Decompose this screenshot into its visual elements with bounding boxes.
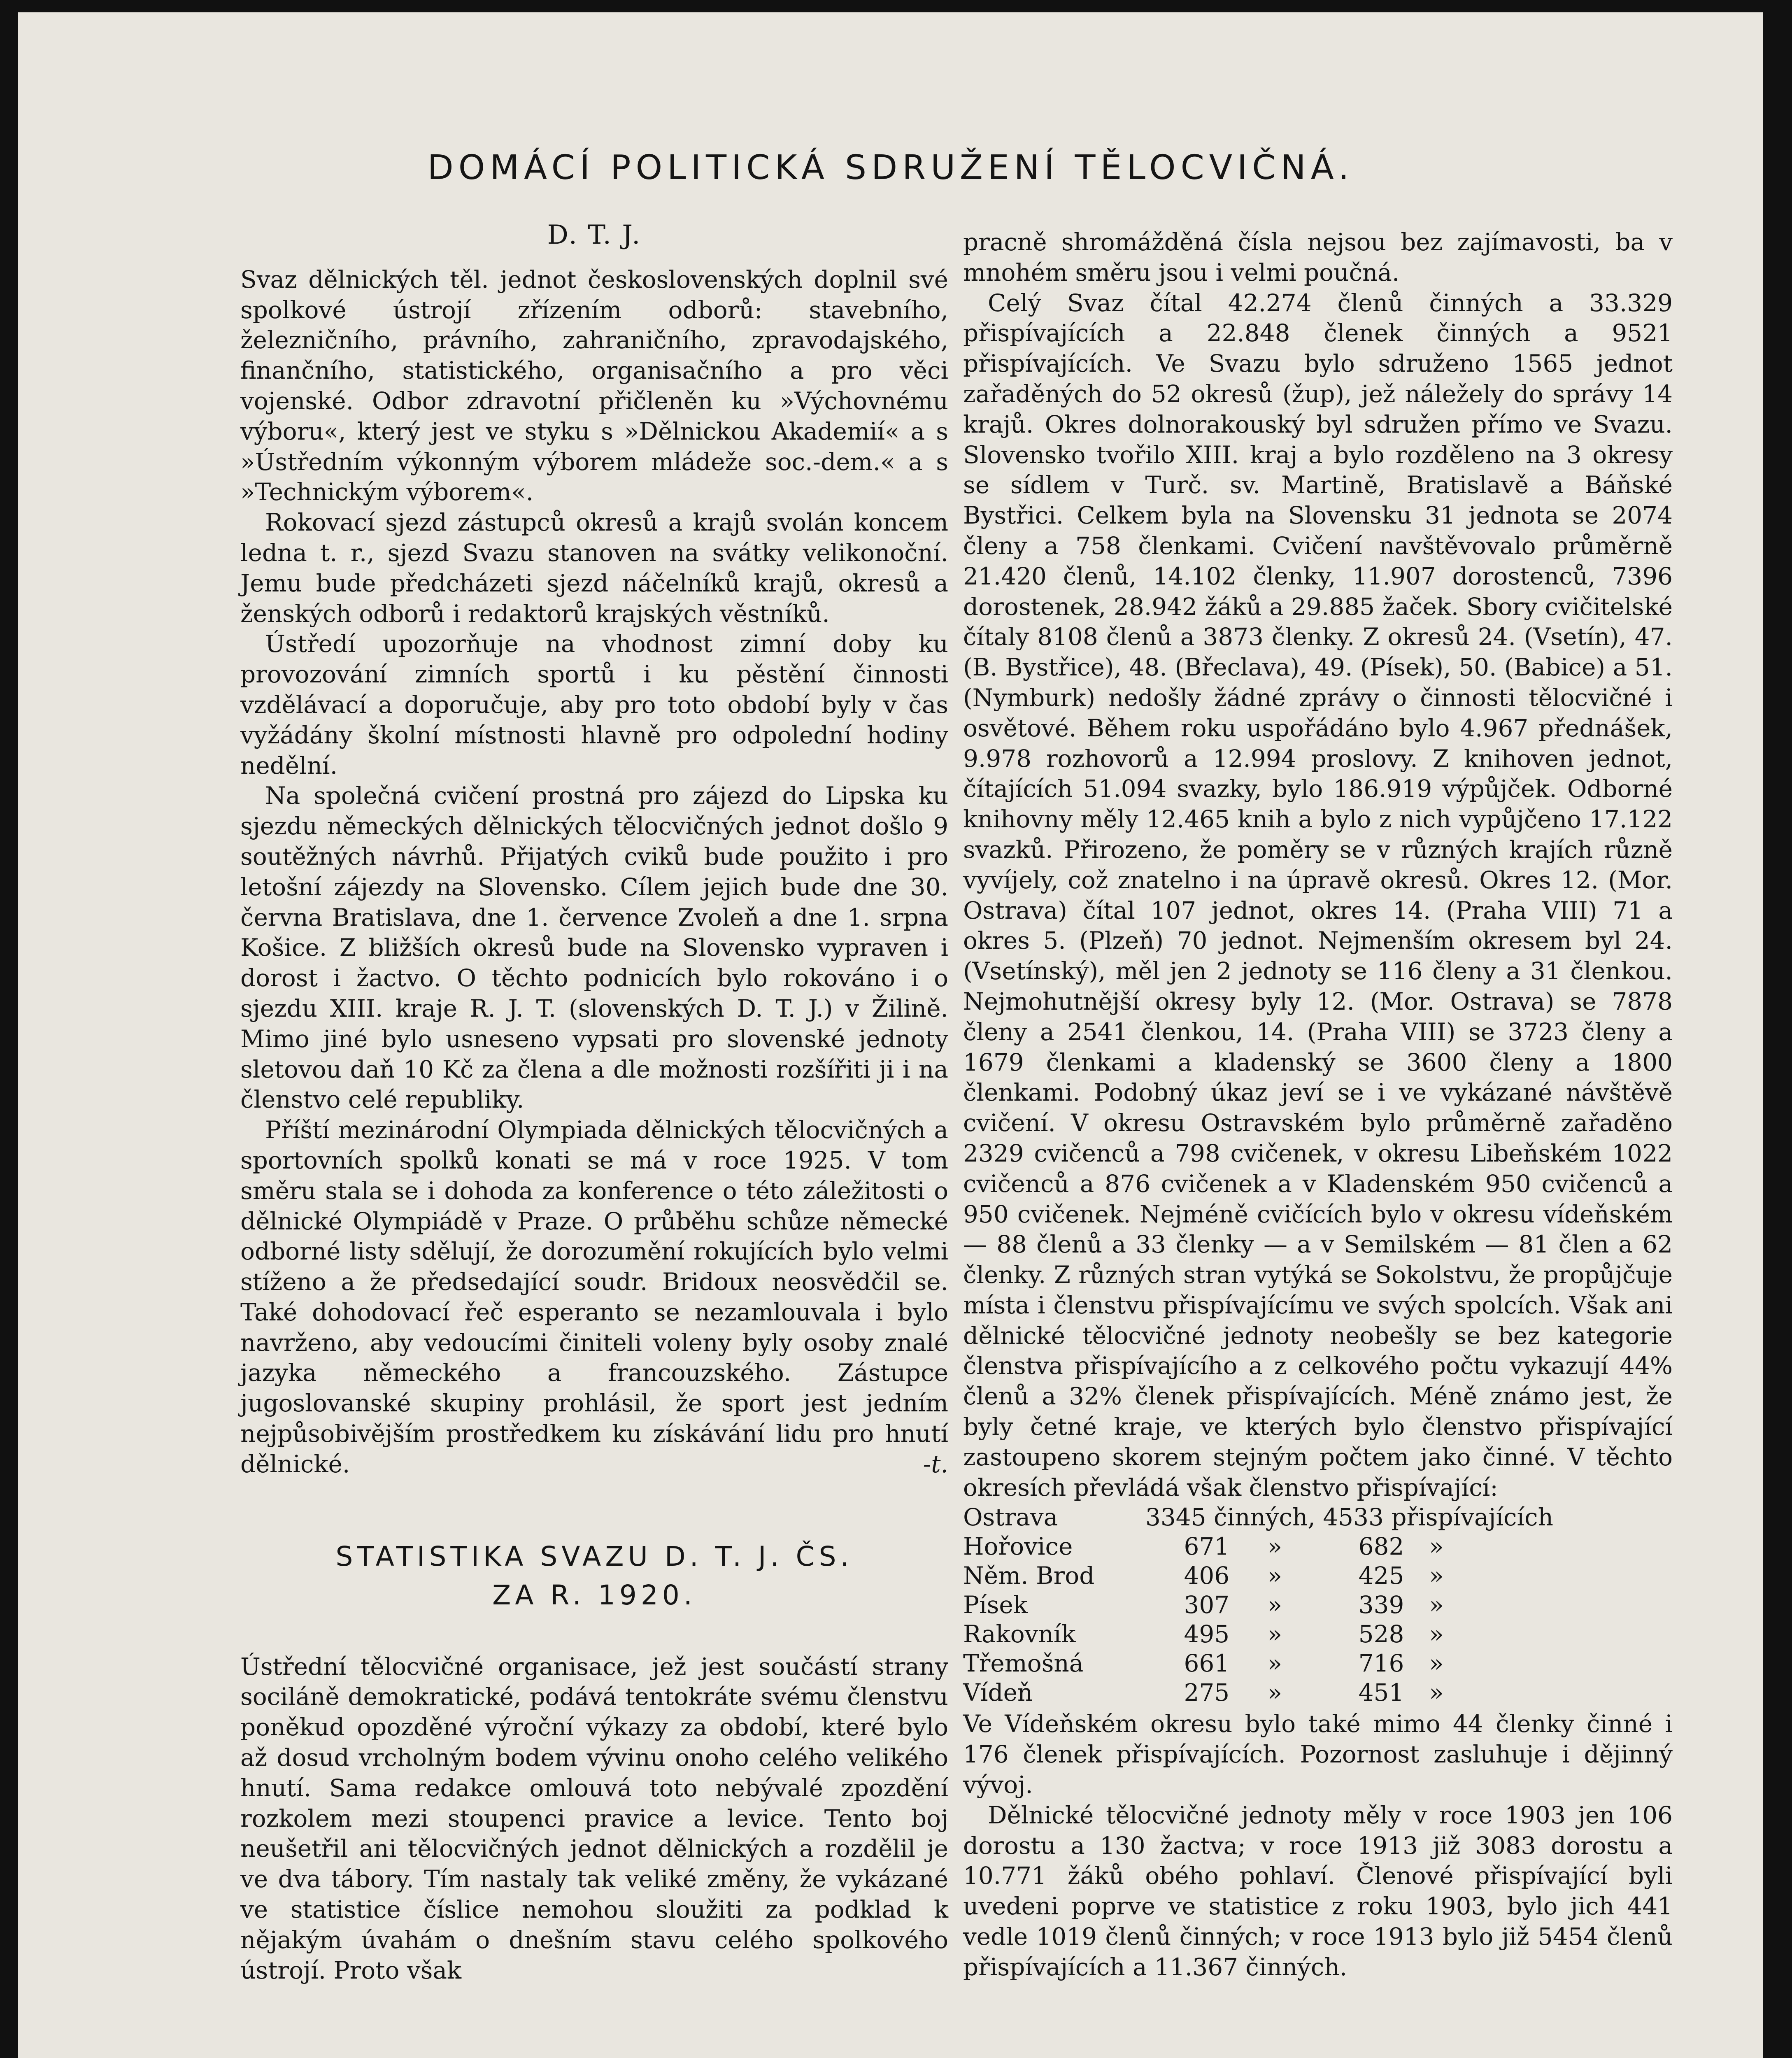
table-row bbox=[963, 1678, 1673, 1707]
contrib-count: 451 bbox=[1358, 1679, 1404, 1707]
active-count: 3345 bbox=[1145, 1503, 1206, 1532]
paragraph: Svaz dělnických těl. jednot československých doplnil své spolkové ústrojí zřízením odborů: stavebního, železničního, právního, zahraničního, zpravodajského, finančního, statistického, organisačního a pro věci vojenské. Odbor zdravotní přičleněn ku »Výchovnému výboru«, který jest ve styku s »Dělnickou Akademií« a s »Ústředním výkonným výborem mládeže soc.-dem.« a s »Technickým výborem«. bbox=[240, 265, 948, 506]
section-heading-statistics bbox=[240, 1537, 948, 1615]
table-header-values bbox=[1145, 1503, 1673, 1532]
district-members-table bbox=[963, 1503, 1673, 1707]
ditto-mark: » bbox=[1429, 1591, 1444, 1619]
left-column bbox=[240, 220, 948, 1986]
ditto-mark: » bbox=[1267, 1591, 1282, 1619]
paragraph-with-signature bbox=[240, 1115, 948, 1480]
contrib-count: 716 bbox=[1358, 1649, 1404, 1678]
ditto-mark: » bbox=[1267, 1679, 1282, 1707]
document-page bbox=[18, 12, 1763, 2058]
paragraph: Ústředí upozorňuje na vhodnost zimní doby ku provozování zimních sportů i ku pěstění činnosti vzdělávací a doporučuje, aby pro toto období byly v čas vyžádány školní místnosti hlavně pro odpolední hodiny nedělní. bbox=[240, 630, 948, 780]
district-name: Ostrava bbox=[963, 1503, 1058, 1532]
ditto-mark: » bbox=[1267, 1620, 1282, 1648]
main-title: DOMÁCÍ POLITICKÁ SDRUŽENÍ TĚLOCVIČNÁ. bbox=[427, 148, 1354, 187]
contrib-count: 339 bbox=[1358, 1591, 1404, 1619]
contrib-count: 682 bbox=[1358, 1532, 1404, 1561]
paragraph: Ústřední tělocvičné organisace, jež jest součástí strany sociláně demokratické, podává tentokráte svému členstvu poněkud opozděné výroční výkazy za období, které bylo až dosud vrcholným bodem vývinu onoho celého velikého hnutí. Sama redakce omlouvá toto nebývalé zpozdění rozkolem mezi stoupenci pravice a levice. Tento boj neušetřil ani tělocvičných jednot dělnických a rozdělil je ve dva tábory. Tím nastaly tak veliké změny, že vykázané ve statistice číslice nemohou sloužiti za podklad k nějakým úvahám o dnešním stavu celého spolkového ústrojí. Proto však bbox=[240, 1652, 948, 1984]
contrib-count: 528 bbox=[1358, 1620, 1404, 1648]
paragraph: pracně shromážděná čísla nejsou bez zajímavosti, ba v mnohém směru jsou i velmi poučná. bbox=[963, 228, 1673, 286]
paragraph: Celý Svaz čítal 42.274 členů činných a 33.329 přispívajících a 22.848 členek činných a 9521 přispívajících. Ve Svazu bylo sdruženo 1565 jednot zařaděných do 52 okresů (žup), jež náležely do správy 14 krajů. Okres dolnorakouský byl sdružen přímo ve Svazu. Slovensko tvořilo XIII. kraj a bylo rozděleno na 3 okresy se sídlem v Turč. sv. Martině, Bratislavě a Báňské Bystřici. Celkem byla na Slovensku 31 jednota se 2074 členy a 758 členkami. Cvičení navštěvovalo průměrně 21.420 členů, 14.102 členky, 11.907 dorostenců, 7396 dorostenek, 28.942 žáků a 29.885 žaček. Sbory cvičitelské čítaly 8108 členů a 3873 členky. Z okresů 24. (Vsetín), 47. (B. Bystřice), 48. (Břeclava), 49. (Písek), 50. (Babice) a 51. (Nymburk) nedošly žádné zprávy o činnosti tělocvičné i osvětové. Během roku uspořádáno bylo 4.967 přednášek, 9.978 rozhovorů a 12.994 proslovy. Z knihoven jednot, čítajících 51.094 svazky, bylo 186.919 výpůjček. Odborné knihovny měly 12.465 knih a bylo z nich vypůjčeno 17.122 svazků. Přirozeno, že poměry se v různých krajích různě vyvíjely, což znatelno i na úpravě okresů. Okres 12. (Mor. Ostrava) čítal 107 jednot, okres 14. (Praha VIII) 71 a okres 5. (Plzeň) 70 jednot. Nejmenším okresem byl 24. (Vsetínský), měl jen 2 jednoty se 116 členy a 31 členkou. Nejmohutnější okresy byly 12. (Mor. Ostrava) se 7878 členy a 2541 členkou, 14. (Praha VIII) se 3723 členy a 1679 členkami a kladenský se 3600 členy a 1800 členkami. Podobný úkaz jeví se i ve vykázané návštěvě cvičení. V okresu Ostravském bylo průměrně zařaděno 2329 cvičenců a 798 cvičenek, v okresu Libeňském 1022 cvičenců a 876 cvičenek a v Kladenském 950 cvičenců a 950 cvičenek. Nejméně cvičících bylo v okresu vídeňském — 88 členů a 33 členky — a v Semilském — 81 člen a 62 členky. Z různých stran vytýká se Sokolstvu, že propůjčuje místa i členstvu přispívajícímu ve svých spolcích. Však ani dělnické tělocvičné jednoty neobešly se bez kategorie členstva přispívajícího a z celkového počtu vykazují 44% členů a 32% členek přispívajících. Méně známo jest, že byly četné kraje, ve kterých bylo členstvo přispívající zastoupeno skorem stejným počtem jako činné. V těchto okresích převládá však členstvo přispívající: bbox=[963, 289, 1673, 1502]
active-count: 307 bbox=[1184, 1591, 1230, 1619]
ditto-mark: » bbox=[1429, 1562, 1444, 1590]
district-name: Vídeň bbox=[963, 1679, 1033, 1707]
district-name: Písek bbox=[963, 1591, 1028, 1619]
active-count: 406 bbox=[1184, 1562, 1230, 1590]
table-row bbox=[963, 1649, 1673, 1678]
table-row bbox=[963, 1620, 1673, 1649]
district-name: Třemošná bbox=[963, 1649, 1084, 1678]
table-header-row bbox=[963, 1503, 1673, 1532]
ditto-mark: » bbox=[1429, 1620, 1444, 1648]
ditto-mark: » bbox=[1429, 1532, 1444, 1561]
active-count: 661 bbox=[1184, 1649, 1230, 1678]
paragraph: Na společná cvičení prostná pro zájezd do Lipska ku sjezdu německých dělnických tělocvičných jednot došlo 9 soutěžných návrhů. Přijatých cviků bude použito i pro letošní zájezdy na Slovensko. Cílem jejich bude dne 30. června Bratislava, dne 1. července Zvoleň a dne 1. srpna Košice. Z bližších okresů bude na Slovensko vypraven i dorost i žactvo. O těchto podnicích bylo rokováno i o sjezdu XIII. kraje R. J. T. (slovenských D. T. J.) v Žilině. Mimo jiné bylo usneseno vypsati pro slovenské jednoty sletovou daň 10 Kč za člena a dle možnosti rozšířiti ji i na členstvo celé republiky. bbox=[240, 782, 948, 1114]
author-signature: -t. bbox=[923, 1450, 948, 1478]
paragraph: Rokovací sjezd zástupců okresů a krajů svolán koncem ledna t. r., sjezd Svazu stanoven na svátky velikonoční. Jemu bude předcházeti sjezd náčelníků krajů, okresů a ženských odborů i redaktorů krajských věstníků. bbox=[240, 508, 948, 628]
table-row bbox=[963, 1532, 1673, 1561]
district-name: Hořovice bbox=[963, 1532, 1073, 1561]
contrib-count: 4533 bbox=[1323, 1503, 1384, 1532]
active-count: 671 bbox=[1184, 1532, 1230, 1561]
ditto-mark: » bbox=[1267, 1562, 1282, 1590]
paragraph: Dělnické tělocvičné jednoty měly v roce 1903 jen 106 dorostu a 130 žactva; v roce 1913 již 3083 dorostu a 10.771 žáků obého pohlaví. Členové přispívající byli uvedeni poprve ve statistice z roku 1903, bylo jich 441 vedle 1019 členů činných; v roce 1913 bylo již 5454 členů přispívajících a 11.367 činných. bbox=[963, 1801, 1673, 1981]
section-heading-line: STATISTIKA SVAZU D. T. J. ČS. bbox=[335, 1540, 853, 1572]
active-label: činných, bbox=[1214, 1503, 1315, 1532]
table-row bbox=[963, 1561, 1673, 1590]
active-count: 495 bbox=[1184, 1620, 1230, 1648]
section-heading-line: ZA R. 1920. bbox=[492, 1579, 696, 1611]
district-name: Něm. Brod bbox=[963, 1562, 1095, 1590]
right-column bbox=[963, 227, 1673, 1983]
active-count: 275 bbox=[1184, 1679, 1230, 1707]
paragraph: Ve Vídeňském okresu bylo také mimo 44 členky činné i 176 členek přispívajících. Pozornost zasluhuje i dějinný vývoj. bbox=[963, 1710, 1673, 1799]
contrib-label: přispívajících bbox=[1391, 1503, 1553, 1532]
paragraph-text: Příští mezinárodní Olympiada dělnických tělocvičných a sportovních spolků konati se má v roce 1925. V tom směru stala se i dohoda za konference o této záležitosti o dělnické Olympiádě v Praze. O průběhu schůze německé odborné listy sdělují, že dorozumění rokujících bylo velmi stíženo a že předsedající soudr. Bridoux neosvědčil se. Také dohodovací řeč esperanto se nezamlouvala i bylo navrženo, aby vedoucími činiteli voleny byly osoby znalé jazyka německého a francouzského. Zástupce jugoslovanské skupiny prohlásil, že sport jest jedním nejpůsobivějším prostředkem ku získávání lidu pro hnutí dělnické. bbox=[240, 1116, 948, 1478]
district-name: Rakovník bbox=[963, 1620, 1076, 1648]
ditto-mark: » bbox=[1429, 1649, 1444, 1678]
contrib-count: 425 bbox=[1358, 1562, 1404, 1590]
table-row bbox=[963, 1590, 1673, 1620]
section-heading-dtj: D. T. J. bbox=[547, 220, 642, 250]
ditto-mark: » bbox=[1429, 1679, 1444, 1707]
ditto-mark: » bbox=[1267, 1649, 1282, 1678]
ditto-mark: » bbox=[1267, 1532, 1282, 1561]
